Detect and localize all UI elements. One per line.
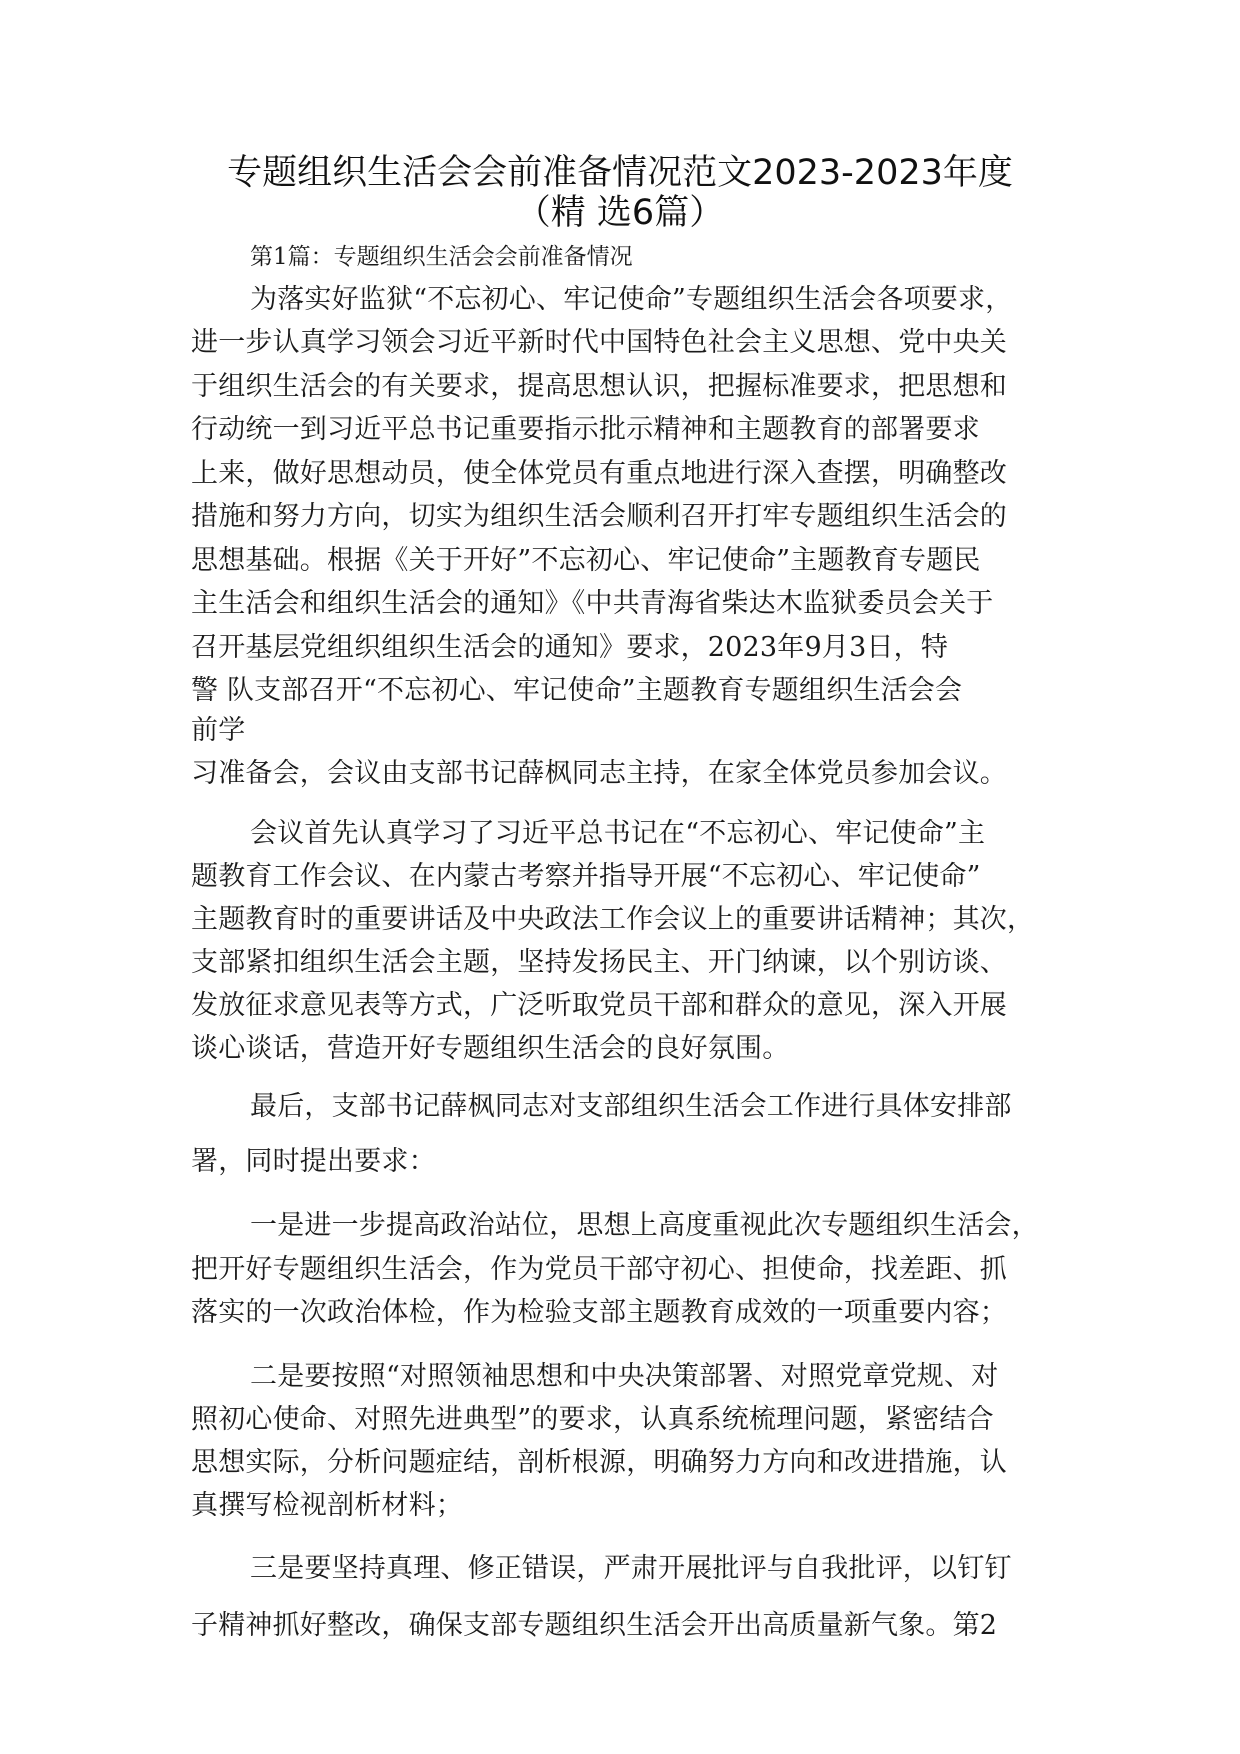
- paragraph-line: 一是进一步提高政治站位，思想上高度重视此次专题组织生活会，: [250, 1210, 1039, 1241]
- paragraph-line: 措施和努力方向，切实为组织生活会顺利召开打牢专题组织生活会的: [191, 501, 1007, 532]
- paragraph-line: 题教育工作会议、在内蒙古考察并指导开展“不忘初心、牢记使命”: [191, 861, 981, 892]
- paragraph-line: 谈心谈话，营造开好专题组织生活会的良好氛围。: [191, 1033, 790, 1064]
- paragraph-line: 召开基层党组织组织生活会的通知》要求，2023年9月3日，特: [191, 632, 949, 663]
- paragraph-line: 最后，支部书记薛枫同志对支部组织生活会工作进行具体安排部: [250, 1091, 1012, 1122]
- paragraph-line: 思想实际，分析问题症结，剖析根源，明确努力方向和改进措施，认: [191, 1447, 1007, 1478]
- paragraph-line: 落实的一次政治体检，作为检验支部主题教育成效的一项重要内容；: [191, 1297, 1007, 1328]
- document-title: 专题组织生活会会前准备情况范文2023-2023年度: [227, 153, 1013, 193]
- paragraph-line: 习准备会，会议由支部书记薛枫同志主持，在家全体党员参加会议。: [191, 758, 1007, 789]
- paragraph-line: 主生活会和组织生活会的通知》《中共青海省柴达木监狱委员会关于: [191, 588, 994, 619]
- paragraph-line: 三是要坚持真理、修正错误，严肃开展批评与自我批评，以钉钉: [250, 1553, 1012, 1584]
- paragraph-line: 子精神抓好整改，确保支部专题组织生活会开出高质量新气象。第2: [191, 1610, 998, 1641]
- paragraph-line: 真撰写检视剖析材料；: [191, 1490, 463, 1521]
- paragraph-line: 思想基础。根据《关于开好”不忘初心、牢记使命”主题教育专题民: [191, 545, 981, 576]
- paragraph-line: 上来，做好思想动员，使全体党员有重点地进行深入查摆，明确整改: [191, 458, 1007, 489]
- paragraph-line: 二是要按照“对照领袖思想和中央决策部署、对照党章党规、对: [250, 1361, 999, 1392]
- paragraph-line: 于组织生活会的有关要求，提高思想认识，把握标准要求，把思想和: [191, 371, 1007, 402]
- paragraph-line: 行动统一到习近平总书记重要指示批示精神和主题教育的部署要求: [191, 414, 980, 445]
- paragraph-line: 进一步认真学习领会习近平新时代中国特色社会主义思想、党中央关: [191, 327, 1007, 358]
- paragraph-line: 前学: [191, 715, 246, 746]
- paragraph-line: 为落实好监狱“不忘初心、牢记使命”专题组织生活会各项要求，: [250, 284, 1013, 315]
- paragraph-line: 照初心使命、对照先进典型”的要求，认真系统梳理问题，紧密结合: [191, 1404, 994, 1435]
- section-heading: 第1篇：专题组织生活会会前准备情况: [250, 244, 633, 270]
- paragraph-line: 署，同时提出要求：: [191, 1146, 436, 1177]
- paragraph-line: 发放征求意见表等方式，广泛听取党员干部和群众的意见，深入开展: [191, 990, 1007, 1021]
- paragraph-line: 主题教育时的重要讲话及中央政法工作会议上的重要讲话精神；其次，: [191, 904, 1035, 935]
- paragraph-line: 支部紧扣组织生活会主题，坚持发扬民主、开门纳谏，以个别访谈、: [191, 947, 1007, 978]
- paragraph-line: 警 队支部召开“不忘初心、牢记使命”主题教育专题组织生活会会: [191, 675, 963, 706]
- paragraph-line: 把开好专题组织生活会，作为党员干部守初心、担使命，找差距、抓: [191, 1254, 1007, 1285]
- document-subtitle: （精 选6篇）: [515, 193, 725, 233]
- paragraph-line: 会议首先认真学习了习近平总书记在“不忘初心、牢记使命”主: [250, 818, 986, 849]
